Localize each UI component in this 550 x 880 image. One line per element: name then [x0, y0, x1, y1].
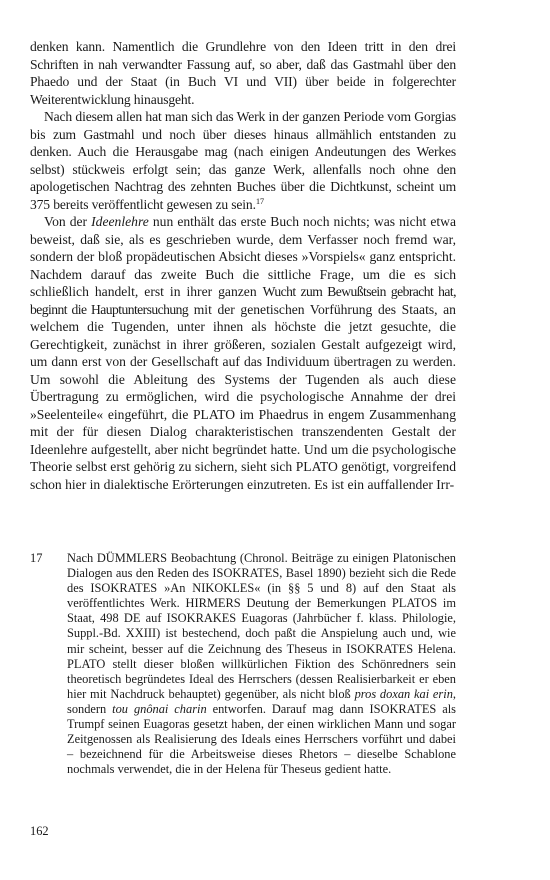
footnote-text-2: , sondern	[67, 686, 457, 716]
paragraph-3-tight-line: Wucht zum Bewußtsein gebracht hat, beginnt die Hauptuntersuchung	[30, 284, 456, 317]
paragraph-2	[30, 108, 456, 213]
main-text	[30, 38, 456, 493]
footnote-number: 17	[30, 551, 43, 565]
footnote-text	[67, 551, 456, 777]
paragraph-3-text-end: mit der genetischen Vorführung des Staats, an welchem die Tugenden, unter ihnen als höchste die jetzt gesuchte, die Gerechtigkeit, zunächst in ihrer größeren, sozialen Gestalt aufgezeigt wird, um dann erst von der Gesellschaft auf das Individuum übertragen zu werden. Um sowohl die Ableitung des Systems der Tugenden als auch diese Übertragung zu ermöglichen, wird die psychologische Annahme der drei »Seelenteile« eingeführt, die PLATO im Phaedrus in engem Zusammenhang mit der für diesen Dialog charakteristischen transzendenten Gestalt der Ideenlehre aufgestellt, aber nicht begründet hatte. Und um die psychologische Theorie selbst erst gehörig zu sichern, sieht sich PLATO genötigt, vorgreifend schon hier in dialektische Erörterungen einzutreten. Es ist ein auffallender Irr-	[30, 301, 456, 492]
paragraph-3	[30, 213, 456, 493]
page-body	[30, 38, 456, 493]
footnote-17	[30, 551, 456, 777]
paragraph-1	[30, 38, 456, 108]
footnote-greek-phrase-2: tou gnônai charin	[112, 701, 207, 716]
footnote-text-1: Nach DÜMMLERS Beobachtung (Chronol. Beiträge zu einigen Platonischen Dialogen aus den Reden des ISOKRATES, Basel 1890) bezieht sich die Rede des ISOKRATES »An NIKOKLES« (in §§ 5 und 8) auf den Staat als veröffentlichtes Werk. HIRMERS Deutung der Bemerkungen PLATOS im Staat, 498 DE auf ISOKRAKES Euagoras (Jahrbücher f. klass. Philologie, Suppl.-Bd. XXIII) ist bestechend, doch paßt die Anspielung auch und, wie mir scheint, besser auf die Zeichnung des Theseus in ISOKRATES Helena. PLATO stellt dieser bloßen willkürlichen Fiktion des Schönredners sein theoretisch begründetes Ideal des Herrschers (dessen Realisierbarkeit er eben hier mit Nachdruck behauptet) gegenüber, als nicht bloß	[67, 551, 456, 701]
footnote-text-3: entworfen. Darauf mag dann ISOKRATES als Trumpf seinen Euagoras gesetzt haben, der einen wirklichen Mann und sogar Zeitgenossen als Realisierung des Ideals eines Herrschers vorführt und dabei – bezeichnend für die Arbeitsweise dieses Rhetors – dieselbe Schablone nochmals verwendet, die in der Helena für Theseus gedient hatte.	[67, 701, 456, 777]
page-number: 162	[30, 824, 49, 838]
footnote-greek-phrase-1: pros doxan kai erin	[354, 686, 453, 701]
footnote-reference[interactable]: 17	[255, 195, 265, 206]
paragraph-2-text: Nach diesem allen hat man sich das Werk in der ganzen Periode vom Gorgias bis zum Gastmahl und noch über dieses hinaus allmählich entstanden zu denken. Auch die Herausgabe mag (nach einigen Andeutungen des Werkes selbst) stückweis erfolgt sein; das ganze Werk, allenfalls noch ohne den apologetischen Nachtrag des zehnten Buches über die Dichtkunst, scheint um 375 bereits veröffentlicht gewesen zu sein.	[30, 109, 456, 212]
paragraph-3-text-start: Von der	[44, 214, 92, 229]
paragraph-3-text-mid: nun enthält das erste Buch noch nichts; was nicht etwa beweist, daß sie, als es geschrieben wurde, dem Verfasser noch fremd war, sondern der bloß propädeutischen Absicht dieses »Vorspiels« ganz entspricht. Nachdem darauf das zweite Buch die sittliche Frage, um die es sich schließlich handelt, erst in ihrer ganzen	[30, 214, 456, 299]
paragraph-1-text: denken kann. Namentlich die Grundlehre von den Ideen tritt in den drei Schriften in nah verwandter Fassung auf, so aber, daß das Gastmahl über den Phaedo und der Staat (in Buch VI und VII) über beide in folgerechter Weiterentwicklung hinausgeht.	[30, 39, 456, 107]
term-ideenlehre: Ideenlehre	[91, 214, 149, 229]
